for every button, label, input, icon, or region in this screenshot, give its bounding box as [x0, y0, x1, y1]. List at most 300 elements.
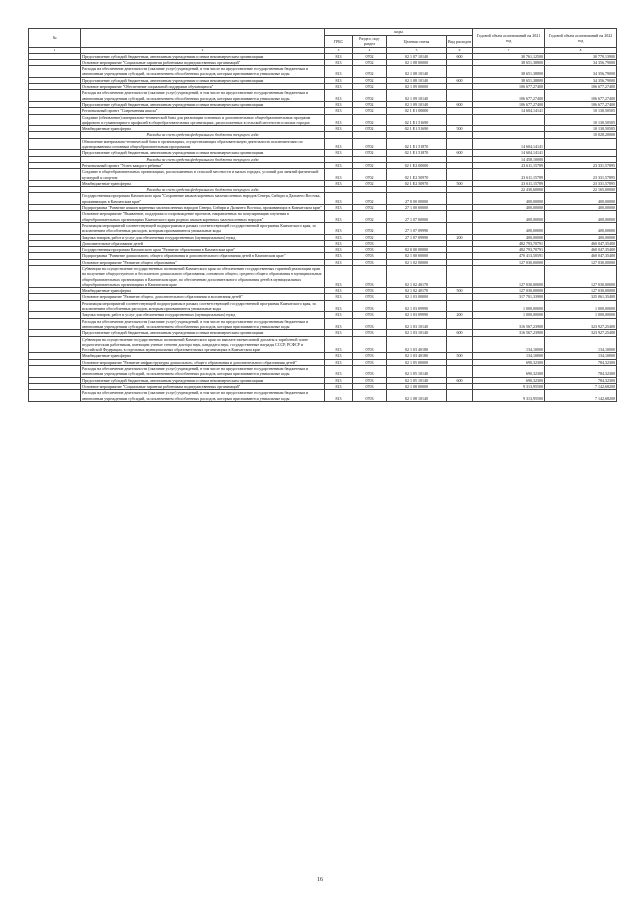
header-name [81, 29, 325, 48]
amount-2022: 134,10000 [545, 353, 617, 359]
section-code: 0702 [353, 59, 387, 65]
section-code: 0702 [353, 180, 387, 186]
col-num: 6 [447, 47, 473, 53]
amount-2021: 482 793,70791 [473, 247, 545, 253]
header-2022: Годовой объем ассигнований на 2022 год [545, 29, 617, 48]
amount-2022: 460 047,35400 [545, 253, 617, 259]
amount-2021: 400,00000 [473, 193, 545, 205]
target-article-code: 02 1 05 10140 [387, 377, 447, 383]
expense-type-code [447, 90, 473, 102]
item-name: Закупка товаров, работ и услуг для обеспечения государственных (муниципальных) нужд [81, 312, 325, 318]
row-num-cell [29, 366, 81, 378]
amount-2022: 22 165,00000 [545, 187, 617, 193]
table-row [29, 114, 617, 126]
amount-2022: 400,00000 [545, 193, 617, 205]
item-name: Предоставление субсидий бюджетным, автономным учреждениям и иным некоммерческим организациям [81, 53, 325, 59]
amount-2021: 22 430,60000 [473, 187, 545, 193]
amount-2021 [473, 114, 545, 126]
target-article-code: 02 1 E2 50970 [387, 180, 447, 186]
target-article-code: 02 1 08 10140 [387, 77, 447, 83]
section-code: 0703 [353, 336, 387, 353]
item-name: Создание в общеобразовательных организациях, расположенных в сельской местности и малых городах, условий для занятий физической культурой и спортом [81, 169, 325, 181]
item-name: Подпрограмма "Развитие дошкольного, общего образования и дополнительного образования детей в Камчатском крае" [81, 253, 325, 259]
section-code: 0702 [353, 53, 387, 59]
amount-2022: 34 356,79000 [545, 77, 617, 83]
amount-2021: 127 030,00000 [473, 288, 545, 294]
row-num-cell [29, 211, 81, 223]
row-num-cell [29, 390, 81, 402]
section-code: 0702 [353, 108, 387, 114]
table-row [29, 265, 617, 287]
amount-2022: 400,00000 [545, 234, 617, 240]
row-num-cell [29, 193, 81, 205]
grbs-code: 813 [325, 330, 353, 336]
target-article-code: 02 1 E1 00000 [387, 108, 447, 114]
item-name: Субвенции на осуществление государственных полномочий Камчатского края по обеспечению государственных гарантий реализации прав на получение общедоступного и бесплатного дошкольного образования, основного общего, среднего общего образования в муниципальных общеобразовательных организациях в Камчатском крае, по обеспечению дополнительного образования детей в муниципальных общеобразовательных организациях в Камчатском крае [81, 265, 325, 287]
grbs-code: 813 [325, 66, 353, 78]
expense-type-code [447, 222, 473, 234]
item-name: Межбюджетные трансферты [81, 126, 325, 132]
section-code: 0703 [353, 259, 387, 265]
item-name: Межбюджетные трансферты [81, 353, 325, 359]
amount-2021: 106 677,27400 [473, 90, 545, 102]
row-num-cell [29, 66, 81, 78]
target-article-code: 02 1 09 10140 [387, 90, 447, 102]
target-article-code: 02 1 08 00000 [387, 383, 447, 389]
amount-2022: 460 047,35400 [545, 240, 617, 246]
target-article-code: 02 1 E2 50970 [387, 169, 447, 181]
target-article-code: 02 1 07 10140 [387, 53, 447, 59]
section-code: 0702 [353, 193, 387, 205]
grbs-code: 813 [325, 377, 353, 383]
section-code: 0702 [353, 66, 387, 78]
page-number: 16 [317, 877, 323, 883]
table-row [29, 390, 617, 402]
amount-2022: 784,32300 [545, 366, 617, 378]
section-code: 0702 [353, 114, 387, 126]
item-name: Расходы за счет средств федерального бюджета текущего года [81, 187, 325, 193]
amount-2022: 10 130,50505 [545, 114, 617, 126]
amount-2021: 127 030,00000 [473, 265, 545, 287]
amount-2021: 23 611,15789 [473, 169, 545, 181]
table-row [29, 318, 617, 330]
amount-2022: 323 927,25400 [545, 330, 617, 336]
section-code: 0703 [353, 359, 387, 365]
amount-2022: 127 030,00000 [545, 259, 617, 265]
expense-type-code: 600 [447, 330, 473, 336]
amount-2022: 7 142,68200 [545, 383, 617, 389]
section-code: 0703 [353, 300, 387, 312]
grbs-code: 813 [325, 53, 353, 59]
item-name: Расходы на обеспечение деятельности (оказание услуг) учреждений, в том числе на предоставление государственным бюджетным и автономным учреждениям субсидий, за исключением обособленных расходов, которым присваиваются уникальные коды [81, 366, 325, 378]
amount-2022: 10 130,50505 [545, 126, 617, 132]
amount-2022 [545, 138, 617, 150]
section-code: 0703 [353, 288, 387, 294]
amount-2022: 134,10000 [545, 336, 617, 353]
amount-2022: 127 030,00000 [545, 288, 617, 294]
expense-type-code: 500 [447, 288, 473, 294]
expense-type-code [447, 300, 473, 312]
item-name: Предоставление субсидий бюджетным, автономным учреждениям и иным некоммерческим организациям [81, 150, 325, 156]
expense-type-code: 600 [447, 150, 473, 156]
header-target: Целевая статья [387, 36, 447, 48]
amount-2021: 134,10000 [473, 336, 545, 353]
amount-2022: 323 927,25400 [545, 318, 617, 330]
section-code: 0702 [353, 84, 387, 90]
table-row [29, 300, 617, 312]
item-name: Дополнительное образование детей [81, 240, 325, 246]
section-code: 0703 [353, 265, 387, 287]
section-code: 0703 [353, 330, 387, 336]
grbs-code: 813 [325, 169, 353, 181]
item-name: Расходы за счет средств федерального бюджета текущего года [81, 156, 325, 162]
expense-type-code [447, 390, 473, 402]
target-article-code: 02 1 03 09990 [387, 312, 447, 318]
col-num: 7 [473, 47, 545, 53]
grbs-code: 813 [325, 240, 353, 246]
amount-2022: 127 030,00000 [545, 265, 617, 287]
table-row [29, 336, 617, 353]
expense-type-code [447, 366, 473, 378]
expense-type-code: 600 [447, 53, 473, 59]
target-article-code: 02 1 E1 51690 [387, 126, 447, 132]
amount-2021: 400,00000 [473, 222, 545, 234]
target-article-code: 02 1 09 00000 [387, 84, 447, 90]
section-code: 0703 [353, 312, 387, 318]
item-name: Региональный проект "Современная школа" [81, 108, 325, 114]
grbs-code: 813 [325, 150, 353, 156]
item-name: Обновление материально-технической базы в организациях, осуществляющих образовательную деятельность исключительно по адаптированным основным общеобразовательным программам [81, 138, 325, 150]
target-article-code: 02 1 02 40170 [387, 265, 447, 287]
item-name: Основное мероприятие "Обеспечение социальной поддержки обучающихся" [81, 84, 325, 90]
amount-2022: 400,00000 [545, 205, 617, 211]
amount-2021: 316 567,23900 [473, 318, 545, 330]
amount-2022: 23 331,57895 [545, 169, 617, 181]
amount-2021: 690,32300 [473, 377, 545, 383]
amount-2021: 23 611,15789 [473, 180, 545, 186]
grbs-code: 813 [325, 138, 353, 150]
amount-2022: 34 356,79000 [545, 59, 617, 65]
amount-2021: 106 677,27400 [473, 101, 545, 107]
row-num-cell [29, 114, 81, 126]
amount-2021: 23 611,15789 [473, 162, 545, 168]
expense-type-code [447, 114, 473, 126]
row-num-cell [29, 169, 81, 181]
table-row [29, 211, 617, 223]
amount-2021: 316 567,23900 [473, 330, 545, 336]
expense-type-code [447, 66, 473, 78]
amount-2022: 7 142,68200 [545, 390, 617, 402]
item-name: Межбюджетные трансферты [81, 180, 325, 186]
target-article-code: 02 1 03 09990 [387, 300, 447, 312]
grbs-code: 813 [325, 84, 353, 90]
amount-2021: 14 604,14141 [473, 138, 545, 150]
col-num: 8 [545, 47, 617, 53]
item-name: Предоставление субсидий бюджетным, автономным учреждениям и иным некоммерческим организациям [81, 377, 325, 383]
expense-type-code [447, 211, 473, 223]
header-no: № [29, 29, 81, 48]
expense-type-code: 200 [447, 312, 473, 318]
amount-2021: 690,32300 [473, 359, 545, 365]
grbs-code: 813 [325, 383, 353, 389]
grbs-code: 813 [325, 222, 353, 234]
item-name: Предоставление субсидий бюджетным, автономным учреждениям и иным некоммерческим организациям [81, 330, 325, 336]
item-name: Закупка товаров, работ и услуг для обеспечения государственных (муниципальных) нужд [81, 234, 325, 240]
table-row [29, 169, 617, 181]
budget-table [28, 28, 617, 402]
section-code: 0703 [353, 366, 387, 378]
section-code: 0702 [353, 169, 387, 181]
amount-2021: 9 313,95500 [473, 383, 545, 389]
grbs-code: 813 [325, 77, 353, 83]
amount-2021: 14 604,14141 [473, 150, 545, 156]
expense-type-code: 600 [447, 101, 473, 107]
target-article-code: 02 1 E1 51690 [387, 114, 447, 126]
item-name: Основное мероприятие "Развитие инфраструктуры дошкольного, общего образования и дополнительного образования детей" [81, 359, 325, 365]
section-code: 0702 [353, 138, 387, 150]
amount-2022: 10 130,50505 [545, 108, 617, 114]
grbs-code: 813 [325, 312, 353, 318]
expense-type-code [447, 169, 473, 181]
amount-2022: 106 677,27400 [545, 101, 617, 107]
table-row [29, 90, 617, 102]
grbs-code: 813 [325, 336, 353, 353]
grbs-code: 813 [325, 193, 353, 205]
section-code: 0702 [353, 77, 387, 83]
item-name: Государственная программа Камчатского края "Развитие образования в Камчатском крае" [81, 247, 325, 253]
section-code: 0702 [353, 90, 387, 102]
grbs-code: 813 [325, 288, 353, 294]
amount-2022: 23 331,57895 [545, 162, 617, 168]
header-section: Раздел, под-раздел [353, 36, 387, 48]
amount-2021: 38 651,38800 [473, 59, 545, 65]
expense-type-code [447, 265, 473, 287]
amount-2021: 400,00000 [473, 205, 545, 211]
table-row [29, 138, 617, 150]
grbs-code: 813 [325, 353, 353, 359]
item-name: Расходы на обеспечение деятельности (оказание услуг) учреждений, в том числе на предоставление государственным бюджетным и автономным учреждениям субсидий, за исключением обособленных расходов, которым присваиваются уникальные коды [81, 66, 325, 78]
col-num: 4 [353, 47, 387, 53]
item-name: Предоставление субсидий бюджетным, автономным учреждениям и иным некоммерческим организациям [81, 101, 325, 107]
section-code: 0702 [353, 222, 387, 234]
target-article-code: 02 1 05 10140 [387, 366, 447, 378]
item-name: Региональный проект "Успех каждого ребенка" [81, 162, 325, 168]
amount-2021: 400,00000 [473, 234, 545, 240]
section-code: 0702 [353, 162, 387, 168]
item-name: Расходы на обеспечение деятельности (оказание услуг) учреждений, в том числе на предоставление государственным бюджетным и автономным учреждениям субсидий, за исключением обособленных расходов, которым присваиваются уникальные коды [81, 318, 325, 330]
item-name: Межбюджетные трансферты [81, 288, 325, 294]
amount-2021: 317 701,33900 [473, 294, 545, 300]
expense-type-code [447, 138, 473, 150]
item-name: Расходы на обеспечение деятельности (оказание услуг) учреждений, в том числе на предоставление государственным бюджетным и автономным учреждениям субсидий, за исключением обособленных расходов, которым присваиваются уникальные коды [81, 390, 325, 402]
section-code: 0702 [353, 126, 387, 132]
expense-type-code [447, 193, 473, 205]
grbs-code: 813 [325, 101, 353, 107]
item-name: Расходы за счет средств федерального бюджета текущего года [81, 132, 325, 138]
amount-2022: 10 028,20000 [545, 132, 617, 138]
amount-2022: 34 356,79000 [545, 66, 617, 78]
budget-rows [29, 53, 617, 401]
expense-type-code [447, 318, 473, 330]
target-article-code: 27 1 07 00000 [387, 211, 447, 223]
expense-type-code: 500 [447, 126, 473, 132]
amount-2021: 134,10000 [473, 353, 545, 359]
item-name: Субвенции на осуществление государственных полномочий Камчатского края по выплате ежемесячной доплаты к заработной плате педагогическим работникам, имеющим ученые степени доктора наук, кандидата наук, государственные награды СССР, РСФСР и Российской Федерации, в отдельных муниципальных образовательных организациях в Камчатском крае [81, 336, 325, 353]
col-num: 2 [81, 47, 325, 53]
table-row [29, 193, 617, 205]
row-num-cell [29, 300, 81, 312]
item-name: Основное мероприятие "Развитие общего, дополнительного образования и воспитания детей" [81, 294, 325, 300]
header-grbs: ГРБС [325, 36, 353, 48]
amount-2021: 9 313,95500 [473, 390, 545, 402]
section-code: 0703 [353, 390, 387, 402]
amount-2021: 1 000,00000 [473, 300, 545, 312]
expense-type-code [447, 336, 473, 353]
target-article-code: 02 1 E1 51870 [387, 138, 447, 150]
section-code: 0702 [353, 205, 387, 211]
expense-type-code: 200 [447, 234, 473, 240]
target-article-code: 02 1 03 40180 [387, 336, 447, 353]
row-num-cell [29, 90, 81, 102]
amount-2021: 38 651,38800 [473, 77, 545, 83]
target-article-code: 02 1 02 00000 [387, 259, 447, 265]
amount-2022: 106 677,27400 [545, 84, 617, 90]
grbs-code: 813 [325, 114, 353, 126]
grbs-code: 813 [325, 300, 353, 312]
target-article-code: 02 1 03 40180 [387, 353, 447, 359]
header-exptype: Вид расходов [447, 36, 473, 48]
amount-2021: 470 413,50591 [473, 253, 545, 259]
amount-2022: 106 677,27400 [545, 90, 617, 102]
amount-2022: 400,00000 [545, 211, 617, 223]
grbs-code: 813 [325, 234, 353, 240]
grbs-code: 813 [325, 180, 353, 186]
item-name: Реализация мероприятий соответствующей подпрограммы в рамках соответствующей государственной программы Камчатского края, за исключением обособленных расходов, которым присваиваются уникальные коды [81, 300, 325, 312]
amount-2021: 127 030,00000 [473, 259, 545, 265]
grbs-code: 813 [325, 366, 353, 378]
col-num: 3 [325, 47, 353, 53]
amount-2021: 1 000,00000 [473, 312, 545, 318]
amount-2021: 30 761,12500 [473, 53, 545, 59]
section-code: 0703 [353, 353, 387, 359]
row-num-cell [29, 265, 81, 287]
amount-2022: 784,32300 [545, 377, 617, 383]
target-article-code: 02 1 08 10140 [387, 66, 447, 78]
amount-2022: 1 000,00000 [545, 300, 617, 312]
amount-2021: 482 793,70791 [473, 240, 545, 246]
col-num: 1 [29, 47, 81, 53]
amount-2022: 784,32300 [545, 359, 617, 365]
expense-type-code: 500 [447, 353, 473, 359]
header-2021: Годовой объем ассигнований на 2021 год [473, 29, 545, 48]
grbs-code: 813 [325, 126, 353, 132]
section-code: 0703 [353, 240, 387, 246]
item-name: Реализация мероприятий соответствующей подпрограммы в рамках соответствующей государственной программы Камчатского края, за исключением обособленных расходов, которым присваиваются уникальные коды [81, 222, 325, 234]
item-name: Создание (обновление) материально-технической базы для реализации основных и дополнительных общеобразовательных программ цифрового и гуманитарного профилей в общеобразовательных организациях, расположенных в сельской местности и малых городах [81, 114, 325, 126]
header-codes: коды [325, 29, 473, 36]
grbs-code: 813 [325, 265, 353, 287]
target-article-code: 02 1 E2 00000 [387, 162, 447, 168]
amount-2022: 30 770,13900 [545, 53, 617, 59]
item-name: Предоставление субсидий бюджетным, автономным учреждениям и иным некоммерческим организациям [81, 77, 325, 83]
grbs-code: 813 [325, 390, 353, 402]
target-article-code: 02 0 00 00000 [387, 247, 447, 253]
amount-2021: 14 458,10000 [473, 156, 545, 162]
grbs-code: 813 [325, 108, 353, 114]
section-code: 0703 [353, 318, 387, 330]
item-name: Основное мероприятие "Социальные гарантии работникам подведомственных организаций" [81, 59, 325, 65]
grbs-code: 813 [325, 90, 353, 102]
section-code: 0702 [353, 234, 387, 240]
amount-2021: 14 604,14141 [473, 108, 545, 114]
target-article-code: 02 1 05 00000 [387, 359, 447, 365]
amount-2021: 690,32300 [473, 366, 545, 378]
section-code: 0703 [353, 383, 387, 389]
amount-2022: 400,00000 [545, 222, 617, 234]
target-article-code: 27 1 07 09990 [387, 234, 447, 240]
target-article-code: 02 1 08 00000 [387, 59, 447, 65]
target-article-code: 02 1 03 00000 [387, 294, 447, 300]
expense-type-code: 500 [447, 180, 473, 186]
section-code: 0702 [353, 211, 387, 223]
amount-2021: 106 677,27400 [473, 84, 545, 90]
amount-2022: 460 047,35400 [545, 247, 617, 253]
grbs-code: 813 [325, 211, 353, 223]
target-article-code: 02 1 E1 51870 [387, 150, 447, 156]
grbs-code: 813 [325, 359, 353, 365]
target-article-code: 02 1 03 10140 [387, 318, 447, 330]
section-code: 0703 [353, 377, 387, 383]
amount-2022: 1 000,00000 [545, 312, 617, 318]
item-name: Основное мероприятие "Развитие общего образования" [81, 259, 325, 265]
section-code: 0703 [353, 253, 387, 259]
table-row [29, 66, 617, 78]
row-num-cell [29, 336, 81, 353]
amount-2021: 400,00000 [473, 211, 545, 223]
target-article-code: 02 1 02 40170 [387, 288, 447, 294]
section-code: 0703 [353, 294, 387, 300]
section-code: 0702 [353, 101, 387, 107]
row-num-cell [29, 318, 81, 330]
section-code: 0703 [353, 247, 387, 253]
target-article-code: 02 1 00 00000 [387, 253, 447, 259]
item-name: Государственная программа Камчатского края "Сохранение языков коренных малочисленных народов Севера, Сибири и Дальнего Востока, проживающих в Камчатском крае" [81, 193, 325, 205]
grbs-code: 813 [325, 59, 353, 65]
table-row [29, 366, 617, 378]
amount-2022: 23 331,57895 [545, 180, 617, 186]
row-num-cell [29, 138, 81, 150]
target-article-code: 02 1 08 10140 [387, 390, 447, 402]
item-name: Подпрограмма "Развитие языков коренных малочисленных народов Севера, Сибири и Дальнего Востока, проживающих в Камчатском крае" [81, 205, 325, 211]
budget-sheet [28, 28, 616, 402]
item-name: Основное мероприятие "Социальные гарантии работникам подведомственных организаций" [81, 383, 325, 389]
grbs-code: 813 [325, 318, 353, 330]
table-row [29, 222, 617, 234]
target-article-code: 27 1 00 00000 [387, 205, 447, 211]
grbs-code: 813 [325, 205, 353, 211]
target-article-code: 27 0 00 00000 [387, 193, 447, 205]
header-row-top [29, 29, 617, 36]
col-num: 5 [387, 47, 447, 53]
item-name: Основное мероприятие "Выявление, поддержка и сопровождение проектов, направленных на популяризацию изучения в общеобразовательных организациях Камчатского края родных языков коренных малочисленных народов" [81, 211, 325, 223]
target-article-code: 27 1 07 09990 [387, 222, 447, 234]
amount-2021: 38 651,38800 [473, 66, 545, 78]
target-article-code: 02 1 09 10140 [387, 101, 447, 107]
grbs-code: 813 [325, 259, 353, 265]
grbs-code: 813 [325, 253, 353, 259]
grbs-code: 813 [325, 162, 353, 168]
section-code: 0702 [353, 150, 387, 156]
